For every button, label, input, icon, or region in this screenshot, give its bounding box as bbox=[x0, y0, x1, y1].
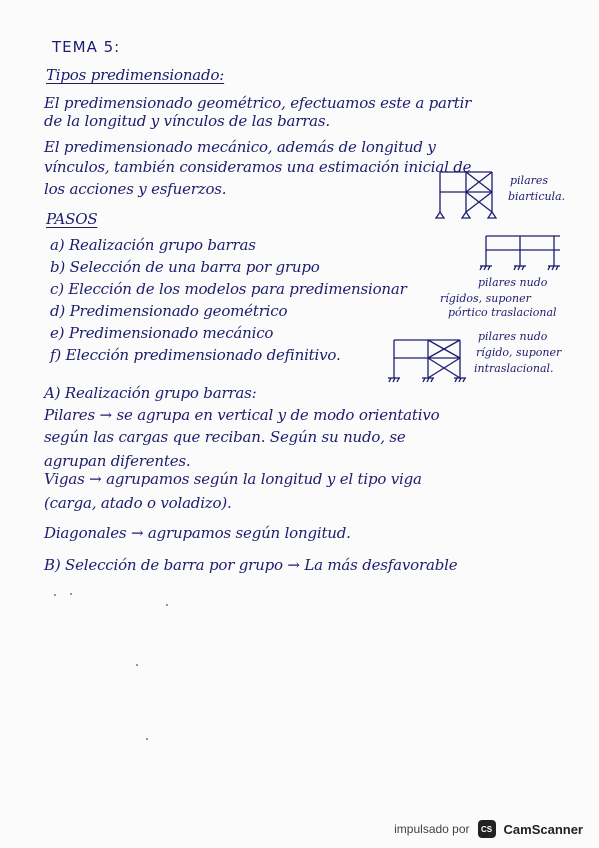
text-line: agrupan diferentes. bbox=[44, 452, 191, 470]
text-line: Pilares → se agrupa en vertical y de modo orientativo bbox=[44, 406, 440, 424]
section-heading-a: A) Realización grupo barras: bbox=[44, 384, 257, 402]
text-line: vínculos, también consideramos una estimación inicial de bbox=[44, 158, 472, 176]
text-line: los acciones y esfuerzos. bbox=[44, 180, 227, 198]
step-item: c) Elección de los modelos para predimensionar bbox=[50, 280, 407, 298]
step-item: e) Predimensionado mecánico bbox=[50, 324, 274, 342]
footer-prefix: impulsado por bbox=[394, 822, 470, 836]
scan-speck bbox=[70, 593, 72, 595]
page-title: TEMA 5: bbox=[52, 38, 121, 56]
camscanner-footer bbox=[394, 820, 583, 838]
step-item: d) Predimensionado geométrico bbox=[50, 302, 288, 320]
scan-speck bbox=[146, 738, 148, 740]
fig3-label: rígido, suponer bbox=[476, 346, 562, 359]
step-item: b) Selección de una barra por grupo bbox=[50, 258, 320, 276]
text-line: El predimensionado mecánico, además de longitud y bbox=[44, 138, 436, 156]
scan-speck bbox=[136, 664, 138, 666]
text-line: El predimensionado geométrico, efectuamos este a partir bbox=[44, 94, 472, 112]
step-item: f) Elección predimensionado definitivo. bbox=[50, 346, 341, 364]
text-line: Diagonales → agrupamos según longitud. bbox=[44, 524, 351, 542]
heading-pasos: PASOS bbox=[46, 210, 98, 228]
heading-tipos: Tipos predimensionado: bbox=[46, 66, 225, 84]
text-line: (carga, atado o voladizo). bbox=[44, 494, 232, 512]
fig2-label: pórtico traslacional bbox=[448, 306, 557, 319]
step-item: a) Realización grupo barras bbox=[50, 236, 256, 254]
fig3-label: pilares nudo bbox=[478, 330, 548, 343]
section-heading-b: B) Selección de barra por grupo → La más desfavorable bbox=[44, 556, 458, 574]
text-line: de la longitud y vínculos de las barras. bbox=[44, 112, 330, 130]
footer-brand: CamScanner bbox=[503, 821, 583, 837]
text-line: Vigas → agrupamos según la longitud y el tipo viga bbox=[44, 470, 422, 488]
scan-speck bbox=[54, 594, 56, 596]
braced-rigid-frame-sketch bbox=[388, 334, 474, 390]
fig2-label: pilares nudo bbox=[478, 276, 548, 289]
fig1-label: pilares bbox=[510, 174, 549, 187]
fig1-label: biarticula. bbox=[508, 190, 566, 203]
camscanner-logo-icon: CS bbox=[478, 820, 496, 838]
rigid-frame-sketch bbox=[480, 232, 570, 276]
text-line: según las cargas que reciban. Según su nudo, se bbox=[44, 428, 406, 446]
scan-speck bbox=[166, 604, 168, 606]
fig2-label: rígidos, suponer bbox=[440, 292, 531, 305]
fig3-label: intraslacional. bbox=[474, 362, 554, 375]
braced-frame-sketch bbox=[432, 168, 502, 228]
